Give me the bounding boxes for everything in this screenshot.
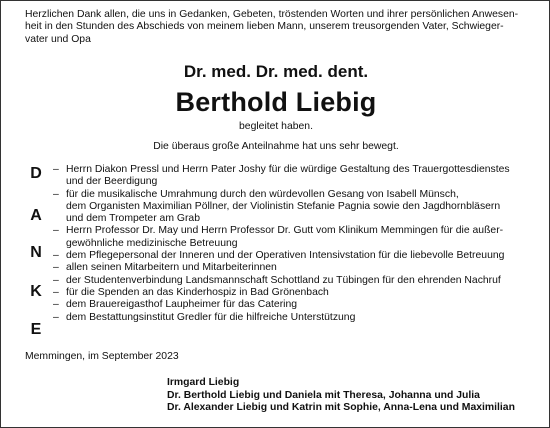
signatures [167,377,515,415]
thanks-item-line: für die Spenden an das Kinderhospiz in Bad Grönenbach [66,286,329,298]
danke-letter: N [30,244,42,261]
thanks-item-line: dem Organisten Maximilian Pöllner, der Violinistin Stefanie Pagnia sowie den Jagdhornbläsern [66,200,501,212]
danke-letter: K [30,283,42,300]
thanks-list [53,164,531,324]
thanks-item-line: der Studentenverbindung Landsmannschaft Schottland zu Tübingen für den ehrenden Nachruf [66,274,501,286]
signature-line: Dr. Berthold Liebig und Daniela mit Theresa, Johanna und Julia [167,389,480,401]
after-name-text: begleitet haben. [239,121,313,132]
deceased-name: Berthold Liebig [175,87,377,117]
thanks-item [53,312,531,324]
thanks-item [53,287,531,299]
thanks-item-line: dem Pflegepersonal der Inneren und der Operativen Intensivstation für die liebevolle Betreuung [66,250,505,262]
dash-marker: – [53,286,59,298]
place-date: Memmingen, im September 2023 [25,351,179,362]
dash-marker: – [53,299,59,311]
intro-line: Herzlichen Dank allen, die uns in Gedanken, Gebeten, tröstenden Worten und ihrer persönlichen Anwesen- [25,9,519,20]
intro-paragraph [25,9,529,46]
danke-letter: D [30,165,42,182]
dash-marker: – [53,311,59,323]
thanks-item [53,262,531,274]
dash-marker: – [53,225,59,237]
dash-marker: – [53,250,59,262]
sympathy-text: Die überaus große Anteilnahme hat uns sehr bewegt. [153,141,399,152]
thanks-item-line: dem Brauereigasthof Laupheimer für das Catering [66,299,298,311]
thanks-item [53,299,531,311]
dash-marker: – [53,188,59,200]
thanks-item-line: und der Beerdigung [66,176,158,188]
thanks-item-line: und dem Trompeter am Grab [66,213,200,225]
danke-letter: A [30,207,42,224]
signature-line: Dr. Alexander Liebig und Katrin mit Sophie, Anna-Lena und Maximilian [167,402,515,414]
thanks-item-line: allen seinen Mitarbeitern und Mitarbeiterinnen [66,262,277,274]
thanks-item-line: dem Bestattungsinstitut Gredler für die hilfreiche Unterstützung [66,311,356,323]
thanks-item [53,225,531,250]
thanks-item [53,250,531,262]
dash-marker: – [53,274,59,286]
intro-line: heit in den Stunden des Abschieds von meinem lieben Mann, unserem treusorgenden Vater, Schwieger- [25,21,504,33]
thanks-item [53,164,531,189]
thanks-item [53,275,531,287]
signature-line: Irmgard Liebig [167,377,240,388]
deceased-title: Dr. med. Dr. med. dent. [183,62,369,81]
danke-letter: E [30,321,42,338]
thanks-item-line: Herrn Professor Dr. May und Herrn Professor Dr. Gutt vom Klinikum Memmingen für die außer- [66,225,504,237]
thanks-item-line: gewöhnliche medizinische Betreuung [66,237,238,249]
intro-line: vater und Opa [25,33,91,45]
thanks-item-line: für die musikalische Umrahmung durch den würdevollen Gesang von Isabell Münsch, [66,188,459,200]
thanks-item [53,189,531,226]
dash-marker: – [53,262,59,274]
thanks-item-line: Herrn Diakon Pressl und Herrn Pater Joshy für die würdige Gestaltung des Trauergottesdienstes [66,164,510,175]
dash-marker: – [53,164,59,175]
